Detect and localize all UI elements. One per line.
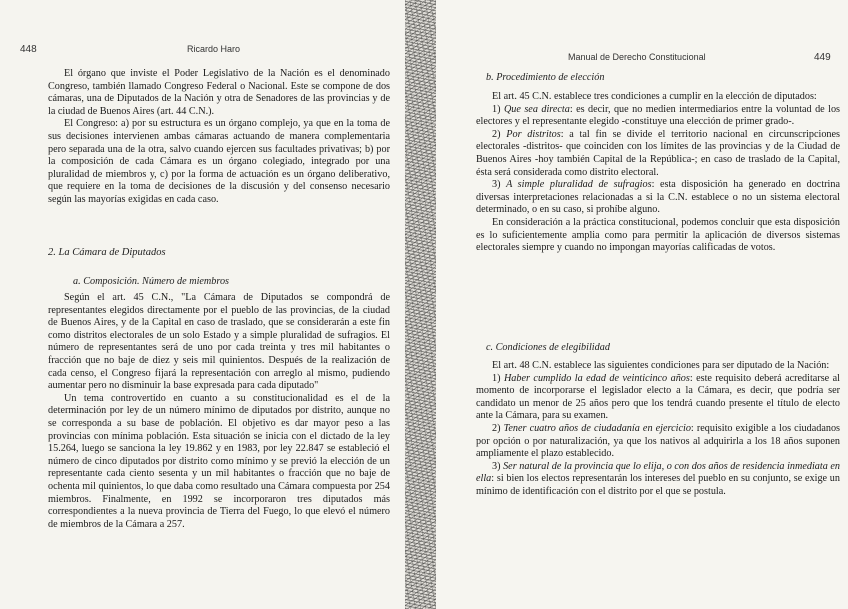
left-page [0,0,412,609]
subsection-heading [73,276,229,287]
list-item [476,129,840,179]
list-item [476,423,840,461]
page-number: 449 [814,52,831,63]
item-label: 2) [492,422,501,434]
item-label: 1) [492,103,501,115]
item-text: : si bien los electos representarán los intereses del pueblo en su conjunto, se exige un mínimo de identificación con el distrito por el que se postula. [476,473,840,497]
body-text-top [476,91,840,255]
item-title: A simple pluralidad de sufragios [506,179,652,191]
subsection-label: a. [73,276,81,287]
item-title: Que sea directa [503,103,570,115]
body-text-top [48,68,390,207]
paragraph: Según el art. 45 C.N., "La Cámara de Diputados se compondrá de representantes elegidos directamente por el pueblo de las provincias, de la ciudad de Buenos Aires, y de la Capital en caso de traslado, que se considerarán a este fin como distritos electorales de un solo Estado y a simple pluralidad de sufragios. El número de representantes será de uno por cada treinta y tres mil habitantes o fracción que no baje de diez y seis mil quinientos. Después de la realización de cada censo, el Congreso fijará la representación con arreglo al mismo, pudiendo aumentar pero no disminuir la base expresada para cada diputado" [48,292,390,392]
item-title: Por distritos [506,128,561,140]
subsection-heading: c. Condiciones de elegibilidad [486,342,610,353]
list-item [476,373,840,423]
paragraph: En consideración a la práctica constitucional, podemos concluir que esta disposición es lo suficientemente amplia como para permitir la aplicación de diversos sistemas electorales siempre y cuando no impongan mayorías calificadas de votos. [476,216,840,254]
running-head: Manual de Derecho Constitucional [568,52,706,62]
paragraph: El Congreso: a) por su estructura es un órgano complejo, ya que en la toma de sus decisiones intervienen ambas cámaras actuando de manera complementaria pero separada una de la otra, salvo cuando ejercen sus facultades privativas; b) por la composición de cada Cámara es un órgano colegiado, integrado por una pluralidad de miembros y, c) por la forma de actuación es un órgano deliberativo, que requiere en la toma de decisiones de la discusión y del consenso necesario según las mayorías exigidas en cada caso. [48,118,390,205]
list-item [476,461,840,499]
item-title: Haber cumplido la edad de veinticinco años [503,372,690,384]
body-text-bottom [48,292,390,531]
right-page [436,0,848,609]
item-text: : requisito exigible a los ciudadanos por opción o por naturalización, ya que los nativos al adquirirla a los 18 años suponen ampliamente el plazo establecido. [476,422,841,460]
item-text: : es decir, que no medien intermediarios entre la voluntad de los electores y el representante elegido -constituye una elección de primer grado-. [476,103,841,128]
item-text: : a tal fin se divide el territorio nacional en circunscripciones electorales -distritos- que coinciden con los límites de las provincias y de la Ciudad de Buenos Aires -hoy también Capital de la República-; en caso de traslado de la Capital, ésta será considerada como distrito electoral. [476,128,840,178]
item-label: 3) [492,179,501,191]
paragraph: El órgano que inviste el Poder Legislativo de la Nación es el denominado Congreso, también llamado Congreso Federal o Nacional. Este se compone de dos cámaras, una de Diputados de la Nación y otra de Senadores de las provincias y de la ciudad de Buenos Aires (art. 44 C.N.). [48,68,390,117]
item-title: Tener cuatro años de ciudadanía en ejercicio [503,422,691,434]
page-number: 448 [20,44,37,55]
item-text: : este requisito deberá acreditarse al momento de incorporarse el legislador electo a la Cámara, es decir, que podría ser candidato un menor de 25 años pero que los tendrá cuando presente el título de electo ante la Cámara, para su examen. [476,372,840,422]
item-text: : esta disposición ha generado en doctrina diversas interpretaciones relacionadas a si la C.N. establece o no un sistema electoral determinado, o en su caso, si prohíbe alguno. [476,179,841,216]
section-heading: 2. La Cámara de Diputados [48,247,166,258]
body-text-bottom [476,360,840,499]
item-label: 3) [492,460,501,472]
paragraph: Un tema controvertido en cuanto a su constitucionalidad es el de la determinación por ley de un número mínimo de diputados por distrito, aunque no se corresponda a su base de población. El objetivo es dar mayor peso a las provincias con mínima población. Esta situación se inicia con el dictado de la ley 15.264, luego se sanciona la ley 19.862 y en 1983, por ley 22.847 se estableció el número de cinco diputados por distrito como mínimo y se previó la elección de un representante cada ciento sesenta y un mil habitantes o fracción que no baje de ochenta mil quinientos, lo que daba como resultado una Cámara compuesta por 254 miembros. Finalmente, en 1992 se incorporaron tres diputados más correspondientes a la nueva provincia de Tierra del Fuego, lo que elevó el número de miembros de la Cámara a 257. [48,392,390,530]
item-title: Ser natural de la provincia que lo elija, o con dos años de residencia inmediata en ella [476,460,840,485]
list-item [476,104,840,129]
item-label: 1) [492,372,501,384]
subsection-title: Composición. Número de miembros [83,276,230,287]
paragraph: El art. 48 C.N. establece las siguientes condiciones para ser diputado de la Nación: [492,360,830,371]
subsection-heading: b. Procedimiento de elección [486,72,605,83]
list-item [476,179,840,217]
paragraph: El art. 45 C.N. establece tres condiciones a cumplir en la elección de diputados: [492,91,817,102]
running-head: Ricardo Haro [187,44,241,54]
item-label: 2) [492,128,501,140]
